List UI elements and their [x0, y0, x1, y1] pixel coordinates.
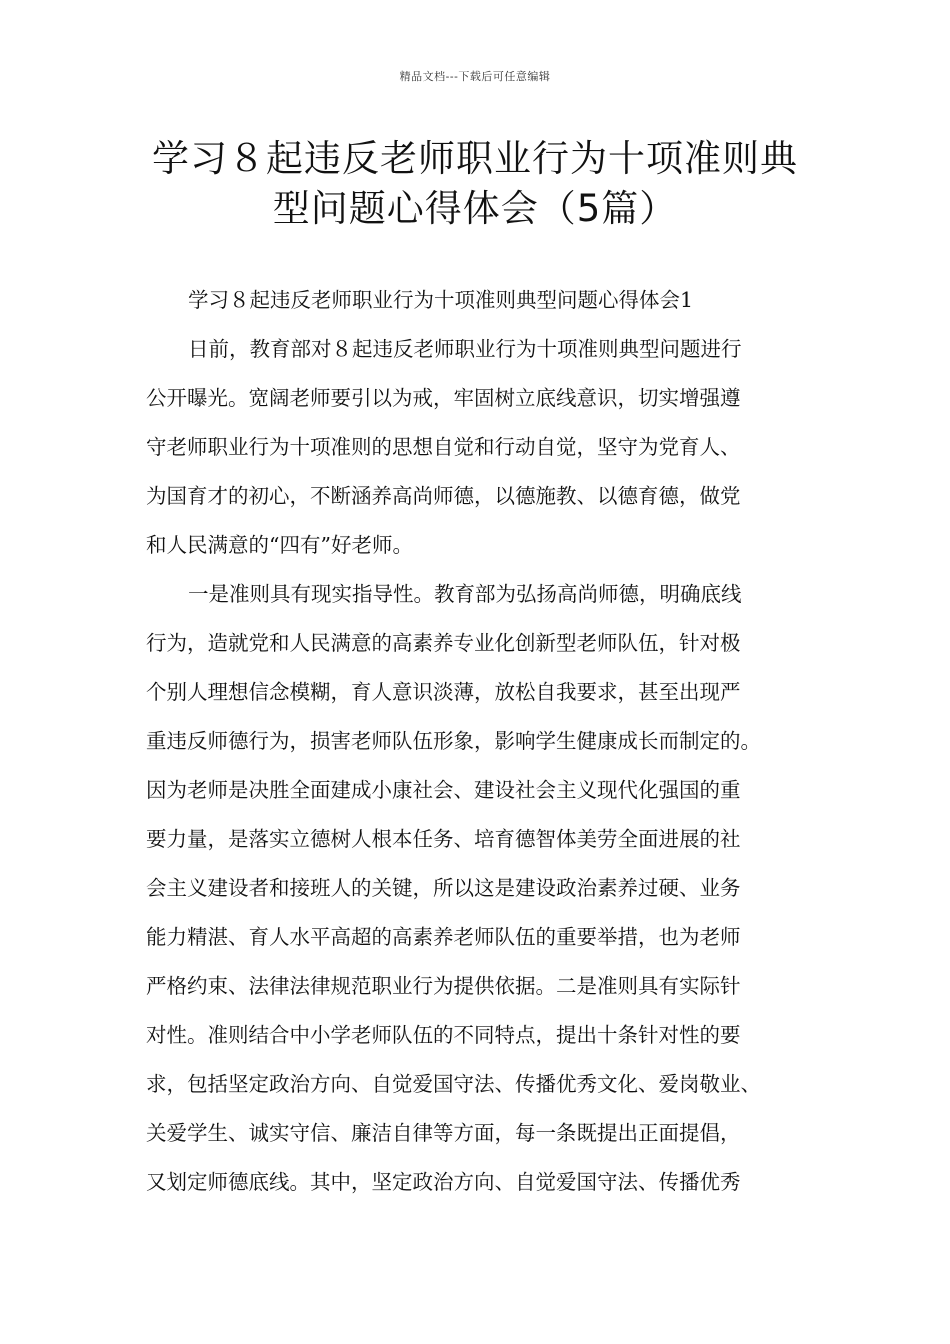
- paragraph-line: 会主义建设者和接班人的关键，所以这是建设政治素养过硬、业务: [146, 876, 741, 900]
- paragraph-line: 又划定师德底线。其中，坚定政治方向、自觉爱国守法、传播优秀: [146, 1170, 741, 1194]
- paragraph-line: 因为老师是决胜全面建成小康社会、建设社会主义现代化强国的重: [146, 778, 741, 802]
- paragraph-line: 个别人理想信念模糊，育人意识淡薄，放松自我要求，甚至出现严: [146, 680, 741, 704]
- paragraph-line: 要力量，是落实立德树人根本任务、培育德智体美劳全面进展的社: [146, 827, 741, 851]
- paragraph-line: 日前，教育部对８起违反老师职业行为十项准则典型问题进行: [188, 337, 742, 361]
- section-subtitle-text: 学习８起违反老师职业行为十项准则典型问题心得体会1: [188, 288, 694, 312]
- paragraph-line: 关爱学生、诚实守信、廉洁自律等方面，每一条既提出正面提倡，: [146, 1121, 741, 1145]
- paragraph-line: 公开曝光。宽阔老师要引以为戒，牢固树立底线意识，切实增强遵: [146, 386, 741, 410]
- paragraph-line: 能力精湛、育人水平高超的高素养老师队伍的重要举措，也为老师: [146, 925, 741, 949]
- paragraph-line: 严格约束、法律法律规范职业行为提供依据。二是准则具有实际针: [146, 974, 741, 998]
- title-line-2: 型问题心得体会（5篇）: [272, 187, 678, 230]
- document-body: [146, 285, 811, 1216]
- paragraph-line: 对性。准则结合中小学老师队伍的不同特点，提出十条针对性的要: [146, 1023, 741, 1047]
- section-subtitle: [146, 285, 811, 334]
- paragraph-line: 行为，造就党和人民满意的高素养专业化创新型老师队伍，针对极: [146, 631, 741, 655]
- paragraph-line: 守老师职业行为十项准则的思想自觉和行动自觉，坚守为党育人、: [146, 435, 741, 459]
- paragraph-line: 为国育才的初心，不断涵养高尚师德，以德施教、以德育德，做党: [146, 484, 741, 508]
- paragraph-line: 和人民满意的“四有”好老师。: [146, 533, 413, 557]
- paragraph-1: [146, 334, 811, 579]
- paragraph-2: [146, 579, 811, 1216]
- title-line-1: 学习８起违反老师职业行为十项准则典: [152, 137, 798, 180]
- paragraph-line: 重违反师德行为，损害老师队伍形象，影响学生健康成长而制定的。: [146, 729, 761, 753]
- header-note: 精品文档---下载后可任意编辑: [399, 70, 551, 83]
- paragraph-line: 一是准则具有现实指导性。教育部为弘扬高尚师德，明确底线: [188, 582, 742, 606]
- document-title: [120, 134, 830, 234]
- paragraph-line: 求，包括坚定政治方向、自觉爱国守法、传播优秀文化、爱岗敬业、: [146, 1072, 761, 1096]
